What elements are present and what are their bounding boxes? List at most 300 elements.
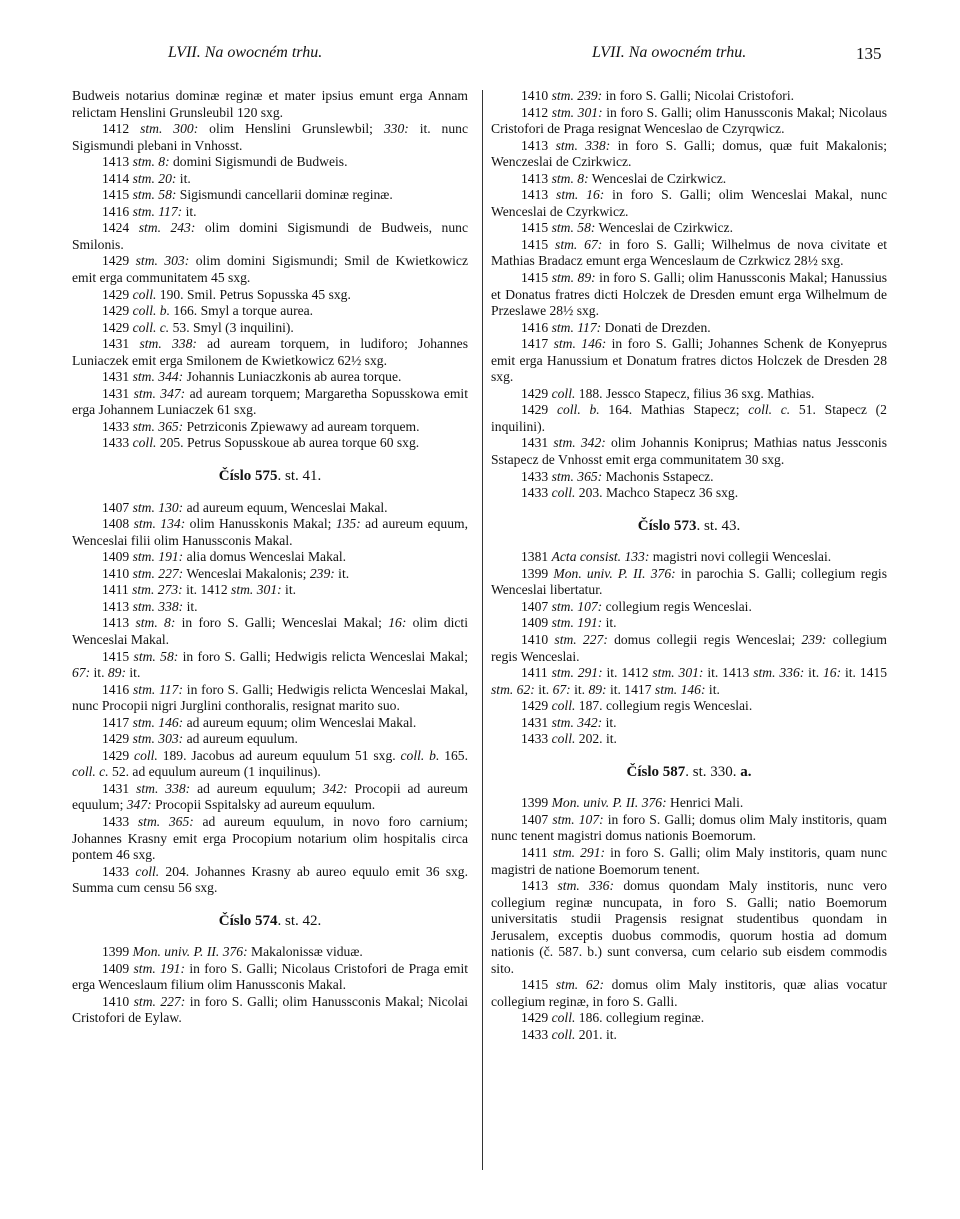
entry-text: it.	[90, 665, 108, 681]
citation-reference: coll. c.	[748, 402, 791, 418]
citation-reference: stm. 89:	[551, 270, 596, 286]
record-entry	[491, 731, 887, 748]
citation-reference: stm. 146:	[654, 681, 706, 697]
record-entry	[72, 731, 468, 748]
entry-text: 1433	[521, 485, 552, 501]
entry-text: Donati de Drezden.	[601, 319, 711, 335]
citation-reference: stm. 301:	[231, 582, 282, 598]
citation-reference: stm. 146:	[132, 714, 184, 730]
entry-text: collegium regis Wenceslai.	[602, 598, 752, 614]
record-entry	[491, 1027, 887, 1044]
citation-reference: Mon. univ. P. II. 376:	[551, 795, 667, 811]
citation-reference: stm. 365:	[132, 418, 184, 434]
citation-reference: 135:	[335, 516, 361, 532]
entry-text: 1407	[521, 811, 553, 827]
section-number: Číslo 587	[626, 763, 686, 780]
record-entry	[72, 253, 468, 286]
entry-text: Johannis Luniaczkonis ab aurea torque.	[183, 369, 402, 385]
citation-reference: 67:	[72, 665, 91, 681]
record-entry	[72, 649, 468, 682]
entry-text: in foro S. Galli; olim Hanussconis Makal; Nicolai Cristofori de Eylaw.	[72, 993, 468, 1026]
entry-text: 1429	[521, 698, 552, 714]
entry-text: 1407	[521, 598, 552, 614]
section-number: Číslo 573	[637, 517, 697, 534]
entry-text: Petrziconis Zpiewawy ad auream torquem.	[183, 418, 420, 434]
record-entry	[72, 961, 468, 994]
entry-text: domus quondam Maly institoris, nunc vero collegium reginæ nuncupata, in foro S. Galli; natio Boemorum universitatis studii Pragensis resignat studentibus quondam in Jerusalem, exceptis duobus commodis, quorum hostia ad domum nationis (č. 587. b.) sunt conversa, cum celario sub eisdem commodis sito.	[491, 878, 887, 976]
record-entry	[72, 287, 468, 304]
citation-reference: 330:	[383, 121, 409, 137]
entry-text: 166. Smyl a torque aurea.	[169, 303, 314, 319]
record-entry	[491, 138, 887, 171]
citation-reference: stm. 16:	[556, 187, 605, 203]
entry-text: 1433	[521, 468, 552, 484]
entry-text: 188. Jessco Stapecz, filius 36 sxg. Mathias.	[575, 385, 815, 401]
entry-text: Budweis notarius dominæ reginæ et mater ipsius emunt erga Annam relictam Henslini Grunsleubil 120 sxg.	[72, 88, 468, 120]
citation-reference: coll.	[551, 485, 576, 501]
citation-reference: stm. 243:	[138, 220, 196, 236]
entry-text: olim dicti Wenceslai Makal.	[72, 615, 468, 647]
record-entry	[491, 485, 887, 502]
citation-reference: stm. 107:	[551, 598, 603, 614]
entry-text: 1417	[521, 336, 554, 352]
citation-reference: stm. 303:	[135, 253, 190, 269]
entry-text: ad aureum equum; olim Wenceslai Makal.	[183, 714, 417, 730]
entry-text: 1429	[102, 319, 133, 335]
entry-text: 1431	[102, 336, 140, 352]
citation-reference: stm. 273:	[132, 582, 183, 598]
section-rest: . st. 42.	[277, 912, 322, 929]
record-entry	[491, 615, 887, 632]
citation-reference: stm. 117:	[551, 319, 602, 335]
record-entry	[491, 715, 887, 732]
running-header-left: LVII. Na owocném trhu.	[168, 44, 323, 61]
entry-text: olim Henslini Grunslewbil;	[198, 121, 384, 137]
record-entry	[491, 566, 887, 599]
citation-reference: stm. 303:	[132, 731, 184, 747]
citation-reference: stm. 227:	[554, 631, 608, 647]
entry-text: 1429	[102, 303, 133, 319]
entry-text: it. 1413	[703, 665, 754, 681]
citation-reference: coll. c.	[132, 319, 170, 335]
entry-text: domus olim Maly institoris, quæ alias vocatur collegium reginæ, in foro S. Galli.	[491, 977, 887, 1009]
record-entry	[491, 469, 887, 486]
entry-text: 189. Jacobus ad aureum equulum 51 sxg.	[157, 747, 401, 763]
entry-text: 1433	[102, 863, 136, 879]
entry-text: Makalonissæ viduæ.	[247, 944, 363, 960]
entry-text: 52. ad equulum aureum (1 inquilinus).	[108, 764, 321, 780]
entry-text: 1416	[102, 681, 133, 697]
citation-reference: stm. 58:	[132, 187, 177, 203]
record-entry	[72, 582, 468, 599]
entry-text: 203. Machco Stapecz 36 sxg.	[575, 485, 739, 501]
entry-text: 1413	[521, 170, 552, 186]
section-heading	[491, 764, 887, 781]
entry-text: 1410	[102, 565, 133, 581]
record-entry	[491, 878, 887, 977]
entry-text: 1424	[102, 220, 139, 236]
entry-text: 1433	[102, 435, 133, 451]
entry-text: it.	[534, 681, 553, 697]
citation-reference: coll.	[134, 747, 158, 763]
record-entry	[72, 715, 468, 732]
entry-text: ad aureum equulum, in novo foro carnium; Johannes Krasny emit erga Procopium notarium olim hospitalis circa pontem 46 sxg.	[72, 813, 468, 863]
citation-reference: stm. 365:	[137, 813, 194, 829]
citation-reference: stm. 130:	[132, 499, 184, 515]
record-entry	[72, 121, 468, 154]
citation-reference: coll. b.	[400, 747, 440, 763]
entry-text: 1433	[521, 1026, 552, 1042]
entry-text: 205. Petrus Sopusskoue ab aurea torque 60 sxg.	[156, 435, 420, 451]
entry-text: 1399	[102, 944, 133, 960]
entry-text: it.	[126, 665, 141, 681]
section-rest: . st. 330.	[685, 763, 741, 780]
citation-reference: stm. 338:	[136, 780, 191, 796]
entry-text: it.	[570, 681, 589, 697]
citation-reference: stm. 338:	[139, 336, 197, 352]
record-entry	[72, 320, 468, 337]
entry-text: it.	[602, 714, 617, 730]
entry-text: in foro S. Galli; Hedwigis relicta Wenceslai Makal, nunc Procopii nigri Jurglini conthoralis, resignat marito suo.	[72, 681, 468, 714]
record-entry	[491, 632, 887, 665]
section-rest: . st. 41.	[277, 468, 322, 485]
citation-reference: stm. 342:	[553, 435, 606, 451]
entry-text: 1416	[521, 319, 552, 335]
entry-text: 1417	[102, 714, 133, 730]
entry-text: 1413	[521, 187, 557, 203]
entry-text: 1413	[102, 154, 133, 170]
record-entry	[491, 237, 887, 270]
citation-reference: 16:	[388, 615, 407, 631]
citation-reference: stm. 338:	[132, 598, 184, 614]
citation-reference: 239:	[801, 631, 827, 647]
entry-text: it. 1412	[182, 582, 232, 598]
record-entry	[72, 864, 468, 897]
record-entry	[491, 698, 887, 715]
entry-text: 1415	[521, 270, 552, 286]
record-entry	[72, 435, 468, 452]
entry-text: in foro S. Galli; olim Hanussconis Makal; Hanussius et Donatus fratres dicti Holczek de Dresden emunt erga Wilhelmum de Przeslawe 28½ sxg.	[491, 270, 887, 319]
entry-text: in foro S. Galli; domus olim Maly institoris, quam nunc tenent magistri domus nationis Boemorum.	[491, 811, 887, 844]
citation-reference: 347:	[126, 797, 152, 813]
record-entry	[491, 171, 887, 188]
entry-text: 1415	[102, 648, 134, 664]
left-column	[72, 88, 468, 1027]
entry-text: 1408	[102, 516, 134, 532]
entry-text: in foro S. Galli; Nicolai Cristofori.	[602, 88, 795, 103]
entry-text: 164. Mathias Stapecz;	[599, 402, 749, 418]
section-suffix: a.	[740, 763, 752, 780]
citation-reference: 16:	[823, 665, 842, 681]
entry-text: Machonis Sstapecz.	[602, 468, 714, 484]
record-entry	[491, 599, 887, 616]
record-entry	[72, 944, 468, 961]
record-entry	[72, 419, 468, 436]
entry-text: 1413	[521, 137, 556, 153]
section-number: Číslo 574	[218, 912, 278, 929]
entry-text: it.	[705, 681, 720, 697]
record-entry	[491, 220, 887, 237]
record-entry	[72, 220, 468, 253]
column-divider	[482, 90, 483, 1170]
entry-text: 1409	[102, 960, 134, 976]
entry-text: 190. Smil. Petrus Sopusska 45 sxg.	[156, 286, 351, 302]
entry-text: in foro S. Galli; olim Maly institoris, quam nunc magistri de natione Boemorum tenent.	[491, 844, 887, 877]
entry-text: ad auream torquem, in ludiforo; Johannes Luniaczek emit erga Smilonem de Kwietkowicz 62½ sxg.	[72, 336, 468, 368]
entry-text: 53. Smyl (3 inquilini).	[169, 319, 294, 335]
citation-reference: stm. 62:	[491, 681, 535, 697]
section-number: Číslo 575	[218, 468, 278, 485]
entry-text: 1429	[102, 731, 133, 747]
entry-text: 1411	[102, 582, 133, 598]
citation-reference: stm. 336:	[753, 665, 805, 681]
entry-text: it. 1412	[602, 665, 653, 681]
entry-text: 1411	[521, 844, 553, 860]
entry-text: 1429	[521, 1010, 552, 1026]
entry-text: it.	[176, 170, 191, 186]
entry-text: Procopii Sspitalsky ad aureum equulum.	[151, 797, 376, 813]
entry-text: it. 1415	[841, 665, 888, 681]
citation-reference: stm. 300:	[140, 121, 199, 137]
entry-text: 1431	[102, 780, 137, 796]
record-entry	[491, 402, 887, 435]
record-entry	[491, 1010, 887, 1027]
record-entry	[72, 994, 468, 1027]
entry-text: 1429	[102, 253, 136, 269]
citation-reference: stm. 107:	[552, 811, 604, 827]
citation-reference: stm. 20:	[132, 170, 177, 186]
entry-text: 1407	[102, 499, 133, 515]
entry-text: in foro S. Galli; Johannes Schenk de Konyeprus emit erga Hanussium et Donatum fratres dictos Holczek de Dresden 28 sxg.	[491, 336, 887, 385]
citation-reference: coll. b.	[556, 402, 600, 418]
record-entry	[72, 682, 468, 715]
record-entry	[491, 435, 887, 468]
citation-reference: stm. 344:	[132, 369, 184, 385]
entry-text: 186. collegium reginæ.	[575, 1010, 705, 1026]
record-entry	[72, 336, 468, 369]
section-rest: . st. 43.	[696, 517, 741, 534]
right-column	[491, 88, 887, 1044]
record-entry	[491, 977, 887, 1010]
entry-text: in foro S. Galli; olim Hanussconis Makal; Nicolaus Cristofori de Praga resignat Wenceslao de Czyrqwicz.	[491, 104, 888, 137]
record-entry	[72, 814, 468, 864]
entry-text: in parochia S. Galli; collegium regis Wenceslai libertatur.	[491, 565, 887, 598]
citation-reference: stm. 338:	[555, 137, 611, 153]
citation-reference: 342:	[322, 780, 348, 796]
record-entry	[72, 516, 468, 549]
citation-reference: stm. 8:	[551, 170, 589, 186]
citation-reference: coll. c.	[72, 764, 109, 780]
entry-text: it.	[183, 598, 198, 614]
record-entry	[72, 171, 468, 188]
entry-text: 1413	[102, 598, 133, 614]
entry-text: Sigismundi cancellarii dominæ reginæ.	[176, 187, 393, 203]
record-entry	[491, 549, 887, 566]
record-entry	[72, 599, 468, 616]
entry-text: Procopii ad aureum equulum;	[72, 780, 468, 813]
entry-text: 1429	[521, 385, 552, 401]
entry-text: ad aureum equum, Wenceslai filii olim Hanussconis Makal.	[72, 516, 468, 548]
entry-text: 1410	[102, 993, 134, 1009]
citation-reference: coll.	[135, 863, 160, 879]
citation-reference: coll.	[132, 435, 157, 451]
record-entry	[72, 204, 468, 221]
entry-text: 1411	[521, 665, 552, 681]
citation-reference: coll.	[551, 731, 576, 747]
record-entry	[491, 336, 887, 386]
citation-reference: stm. 67:	[555, 236, 603, 252]
citation-reference: Acta consist. 133:	[551, 549, 650, 565]
citation-reference: stm. 117:	[133, 681, 183, 697]
citation-reference: Mon. univ. P. II. 376:	[132, 944, 248, 960]
entry-text: olim Hanusskonis Makal;	[185, 516, 336, 532]
record-entry	[72, 781, 468, 814]
section-heading	[72, 913, 468, 930]
entry-text: 1414	[102, 170, 133, 186]
citation-reference: stm. 227:	[133, 993, 186, 1009]
citation-reference: coll.	[551, 385, 576, 401]
record-entry	[72, 88, 468, 121]
citation-reference: 89:	[588, 681, 607, 697]
citation-reference: stm. 342:	[551, 714, 603, 730]
citation-reference: coll.	[132, 286, 157, 302]
record-entry	[491, 795, 887, 812]
citation-reference: 89:	[107, 665, 126, 681]
citation-reference: Mon. univ. P. II. 376:	[553, 565, 676, 581]
entry-text: 1381	[521, 549, 552, 565]
citation-reference: stm. 191:	[133, 960, 186, 976]
entry-text: 187. collegium regis Wenceslai.	[575, 698, 753, 714]
entry-text: 1429	[102, 286, 133, 302]
citation-reference: 67:	[552, 681, 571, 697]
entry-text: alia domus Wenceslai Makal.	[183, 549, 347, 565]
citation-reference: coll.	[551, 698, 576, 714]
entry-text: it.	[804, 665, 823, 681]
record-entry	[491, 187, 887, 220]
section-heading	[491, 518, 887, 535]
citation-reference: stm. 134:	[133, 516, 186, 532]
record-entry	[72, 566, 468, 583]
entry-text: 1431	[102, 385, 134, 401]
entry-text: 1429	[521, 402, 557, 418]
entry-text: olim domini Sigismundi de Budweis, nunc Smilonis.	[72, 220, 468, 252]
entry-text: olim Johannis Koniprus; Mathias natus Jessconis Sstapecz de Vnhosst emit erga communitatem 30 sxg.	[491, 435, 887, 468]
entry-text: collegium regis Wenceslai.	[491, 631, 887, 664]
running-header-right: LVII. Na owocném trhu.	[592, 44, 747, 61]
record-entry	[491, 105, 887, 138]
record-entry	[491, 812, 887, 845]
citation-reference: stm. 191:	[132, 549, 184, 565]
entry-text: it.	[334, 565, 350, 581]
entry-text: 1415	[102, 187, 133, 203]
entry-text: 1431	[521, 435, 554, 451]
entry-text: 1409	[102, 549, 133, 565]
entry-text: domus collegii regis Wenceslai;	[607, 631, 802, 647]
citation-reference: stm. 117:	[132, 203, 183, 219]
citation-reference: coll.	[551, 1010, 576, 1026]
entry-text: 201. it.	[575, 1026, 617, 1042]
record-entry	[72, 748, 468, 781]
citation-reference: coll.	[551, 1026, 576, 1042]
citation-reference: stm. 58:	[551, 220, 596, 236]
record-entry	[72, 549, 468, 566]
citation-reference: stm. 62:	[555, 977, 604, 993]
entry-text: 1429	[102, 747, 135, 763]
entry-text: 1415	[521, 977, 556, 993]
entry-text: 1399	[521, 565, 554, 581]
section-heading	[72, 468, 468, 485]
record-entry	[72, 303, 468, 320]
citation-reference: stm. 291:	[551, 665, 603, 681]
page-number: 135	[856, 44, 882, 63]
entry-text: 1416	[102, 203, 133, 219]
entry-text: it.	[281, 582, 297, 598]
record-entry	[72, 386, 468, 419]
record-entry	[491, 845, 887, 878]
citation-reference: stm. 146:	[553, 336, 607, 352]
entry-text: Wenceslai Makalonis;	[183, 565, 310, 581]
entry-text: 1431	[102, 369, 133, 385]
citation-reference: 239:	[309, 565, 335, 581]
citation-reference: stm. 191:	[551, 615, 603, 631]
citation-reference: stm. 8:	[132, 154, 170, 170]
entry-text: 1415	[521, 236, 556, 252]
entry-text: Wenceslai de Czirkwicz.	[588, 170, 727, 186]
entry-text: in foro S. Galli; Wilhelmus de nova civitate et Mathias Bradacz emunt erga Wenceslaum de Czrkwicz 28½ sxg.	[491, 236, 888, 269]
entry-text: 1433	[521, 731, 552, 747]
entry-text: 1413	[521, 878, 558, 894]
entry-text: 1433	[102, 813, 138, 829]
citation-reference: stm. 365:	[551, 468, 603, 484]
entry-text: in foro S. Galli; Nicolaus Cristofori de Praga emit erga Wenceslaum filium olim Hanussconis Makal.	[72, 960, 468, 993]
record-entry	[491, 386, 887, 403]
entry-text: 1433	[102, 418, 133, 434]
record-entry	[72, 369, 468, 386]
entry-text: it. nunc Sigismundi plebani in Vnhosst.	[72, 121, 468, 153]
record-entry	[72, 187, 468, 204]
entry-text: ad aureum equum, Wenceslai Makal.	[183, 499, 388, 515]
citation-reference: stm. 8:	[135, 615, 176, 631]
entry-text: 202. it.	[575, 731, 617, 747]
entry-text: in foro S. Galli; olim Wenceslai Makal, nunc Wenceslai de Czyrkwicz.	[491, 187, 887, 219]
entry-text: magistri novi collegii Wenceslai.	[649, 549, 832, 565]
record-entry	[491, 270, 887, 320]
entry-text: ad auream torquem; Margaretha Sopusskowa emit erga Johannem Luniaczek 61 sxg.	[72, 385, 468, 418]
record-entry	[491, 320, 887, 337]
entry-text: ad aureum equulum;	[190, 780, 323, 796]
entry-text: it.	[182, 203, 197, 219]
entry-text: 1415	[521, 220, 552, 236]
citation-reference: stm. 347:	[133, 385, 186, 401]
entry-text: ad aureum equulum.	[183, 731, 298, 747]
record-entry	[491, 88, 887, 105]
entry-text: it.	[602, 615, 617, 631]
record-entry	[491, 665, 887, 698]
citation-reference: stm. 336:	[557, 878, 615, 894]
entry-text: domini Sigismundi de Budweis.	[169, 154, 348, 170]
record-entry	[72, 500, 468, 517]
entry-text: 1410	[521, 631, 555, 647]
entry-text: 1412	[521, 104, 552, 120]
entry-text: in foro S. Galli; Wenceslai Makal;	[175, 615, 389, 631]
entry-text: 204. Johannes Krasny ab aureo equulo emit 36 sxg. Summa cum censu 56 sxg.	[72, 863, 468, 896]
entry-text: 1431	[521, 714, 552, 730]
entry-text: 1413	[102, 615, 136, 631]
record-entry	[72, 154, 468, 171]
entry-text: 1410	[521, 88, 552, 103]
entry-text: in foro S. Galli; Hedwigis relicta Wenceslai Makal;	[178, 648, 468, 664]
record-entry	[72, 615, 468, 648]
